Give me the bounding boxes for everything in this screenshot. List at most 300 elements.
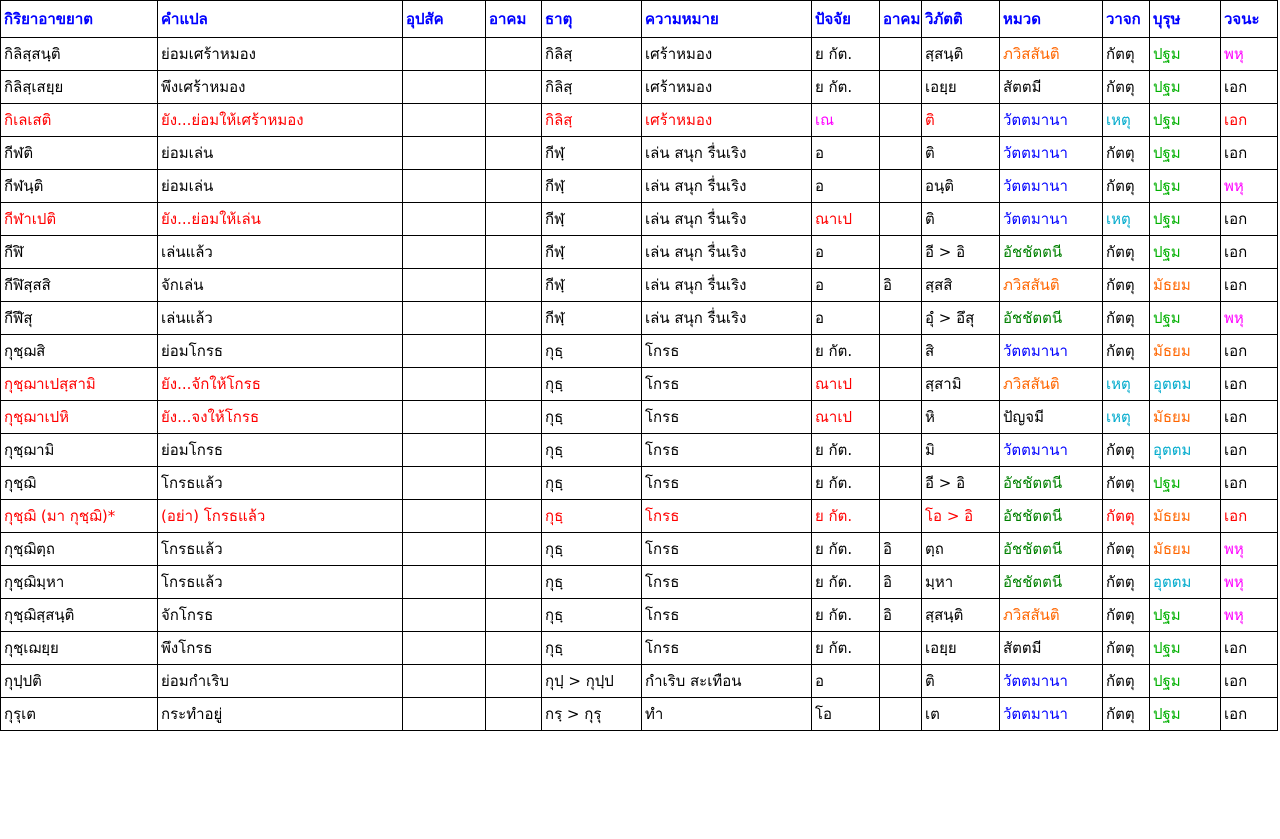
cell-inflection: มฺหา <box>922 566 1000 599</box>
table-row <box>1 467 1278 500</box>
cell-meaning: กำเริบ สะเทือน <box>642 665 812 698</box>
cell-group: วัตตมานา <box>1000 665 1103 698</box>
table-body <box>1 38 1278 731</box>
cell-translation: ย่อมกำเริบ <box>158 665 403 698</box>
cell-augment <box>486 566 542 599</box>
cell-augment <box>486 401 542 434</box>
cell-augment-2 <box>880 665 922 698</box>
cell-voice: กัตตุ <box>1103 599 1150 632</box>
cell-number: เอก <box>1221 368 1278 401</box>
cell-number: พหุ <box>1221 566 1278 599</box>
cell-translation: (อย่า) โกรธแล้ว <box>158 500 403 533</box>
cell-prefix <box>403 566 486 599</box>
cell-augment-2 <box>880 137 922 170</box>
cell-person: มัธยม <box>1150 401 1221 434</box>
cell-suffix: อ <box>812 236 880 269</box>
table-row <box>1 203 1278 236</box>
cell-meaning: โกรธ <box>642 368 812 401</box>
cell-root: กิลิสฺ <box>542 104 642 137</box>
cell-augment-2 <box>880 500 922 533</box>
cell-prefix <box>403 632 486 665</box>
cell-number: เอก <box>1221 137 1278 170</box>
cell-person: มัธยม <box>1150 533 1221 566</box>
cell-number: พหุ <box>1221 38 1278 71</box>
cell-suffix: ย กัต. <box>812 71 880 104</box>
header-inflection: วิภัตติ <box>922 1 1000 38</box>
cell-root: กีฬฺ <box>542 137 642 170</box>
cell-translation: โกรธแล้ว <box>158 533 403 566</box>
cell-translation: จักโกรธ <box>158 599 403 632</box>
cell-number: เอก <box>1221 467 1278 500</box>
table-row <box>1 137 1278 170</box>
cell-translation: ย่อมโกรธ <box>158 434 403 467</box>
cell-prefix <box>403 170 486 203</box>
cell-person: ปฐม <box>1150 302 1221 335</box>
cell-number: พหุ <box>1221 599 1278 632</box>
cell-group: อัชชัตตนี <box>1000 533 1103 566</box>
cell-verb: กีฬติ <box>1 137 158 170</box>
cell-verb: กุชฺฌาเปสฺสามิ <box>1 368 158 401</box>
cell-number: เอก <box>1221 335 1278 368</box>
cell-meaning: โกรธ <box>642 500 812 533</box>
cell-root: กีฬฺ <box>542 203 642 236</box>
cell-meaning: เล่น สนุก รื่นเริง <box>642 236 812 269</box>
cell-group: วัตตมานา <box>1000 434 1103 467</box>
cell-inflection: อุํ > อึสุ <box>922 302 1000 335</box>
cell-meaning: โกรธ <box>642 434 812 467</box>
cell-meaning: เศร้าหมอง <box>642 71 812 104</box>
cell-translation: เล่นแล้ว <box>158 302 403 335</box>
cell-group: อัชชัตตนี <box>1000 302 1103 335</box>
cell-voice: กัตตุ <box>1103 467 1150 500</box>
cell-number: พหุ <box>1221 302 1278 335</box>
cell-number: เอก <box>1221 632 1278 665</box>
cell-meaning: เล่น สนุก รื่นเริง <box>642 269 812 302</box>
cell-translation: กระทำอยู่ <box>158 698 403 731</box>
cell-root: กีฬฺ <box>542 236 642 269</box>
cell-prefix <box>403 665 486 698</box>
cell-translation: พึงโกรธ <box>158 632 403 665</box>
cell-voice: กัตตุ <box>1103 137 1150 170</box>
cell-person: ปฐม <box>1150 137 1221 170</box>
cell-number: เอก <box>1221 71 1278 104</box>
cell-augment-2 <box>880 104 922 137</box>
cell-verb: กิเลเสติ <box>1 104 158 137</box>
cell-group: อัชชัตตนี <box>1000 566 1103 599</box>
cell-meaning: เล่น สนุก รื่นเริง <box>642 302 812 335</box>
cell-meaning: โกรธ <box>642 632 812 665</box>
cell-inflection: ติ <box>922 104 1000 137</box>
table-row <box>1 38 1278 71</box>
header-verb: กิริยาอาขยาต <box>1 1 158 38</box>
cell-verb: กุชฺฌิ <box>1 467 158 500</box>
cell-person: ปฐม <box>1150 467 1221 500</box>
cell-verb: กิลิสฺเสยฺย <box>1 71 158 104</box>
cell-augment <box>486 170 542 203</box>
cell-number: เอก <box>1221 500 1278 533</box>
table-row <box>1 698 1278 731</box>
cell-augment-2 <box>880 236 922 269</box>
cell-augment <box>486 269 542 302</box>
header-translation: คำแปล <box>158 1 403 38</box>
table-row <box>1 236 1278 269</box>
header-voice: วาจก <box>1103 1 1150 38</box>
cell-inflection: ติ <box>922 203 1000 236</box>
cell-number: พหุ <box>1221 533 1278 566</box>
cell-root: กุธฺ <box>542 401 642 434</box>
cell-inflection: สฺสามิ <box>922 368 1000 401</box>
cell-voice: กัตตุ <box>1103 71 1150 104</box>
cell-verb: กุชฺฌิสฺสนฺติ <box>1 599 158 632</box>
header-person: บุรุษ <box>1150 1 1221 38</box>
cell-augment-2: อิ <box>880 599 922 632</box>
cell-root: กิลิสฺ <box>542 38 642 71</box>
cell-person: ปฐม <box>1150 599 1221 632</box>
header-augment-2: อาคม <box>880 1 922 38</box>
cell-group: อัชชัตตนี <box>1000 467 1103 500</box>
cell-person: ปฐม <box>1150 38 1221 71</box>
cell-prefix <box>403 368 486 401</box>
cell-number: เอก <box>1221 269 1278 302</box>
cell-meaning: โกรธ <box>642 335 812 368</box>
cell-inflection: สฺสสิ <box>922 269 1000 302</box>
table-row <box>1 368 1278 401</box>
cell-meaning: เล่น สนุก รื่นเริง <box>642 170 812 203</box>
cell-augment-2 <box>880 335 922 368</box>
cell-translation: จักเล่น <box>158 269 403 302</box>
cell-augment <box>486 203 542 236</box>
cell-augment <box>486 335 542 368</box>
cell-meaning: ทำ <box>642 698 812 731</box>
cell-suffix: ย กัต. <box>812 434 880 467</box>
header-group: หมวด <box>1000 1 1103 38</box>
cell-prefix <box>403 335 486 368</box>
cell-person: ปฐม <box>1150 71 1221 104</box>
cell-voice: กัตตุ <box>1103 665 1150 698</box>
cell-person: ปฐม <box>1150 632 1221 665</box>
cell-number: เอก <box>1221 401 1278 434</box>
cell-augment <box>486 302 542 335</box>
cell-prefix <box>403 71 486 104</box>
cell-meaning: โกรธ <box>642 533 812 566</box>
cell-root: กุธฺ <box>542 599 642 632</box>
cell-translation: ยัง...จงให้โกรธ <box>158 401 403 434</box>
cell-voice: กัตตุ <box>1103 632 1150 665</box>
cell-verb: กุชฺฌิ (มา กุชฺฌิ)* <box>1 500 158 533</box>
cell-suffix: ณาเป <box>812 203 880 236</box>
table-row <box>1 335 1278 368</box>
cell-meaning: เศร้าหมอง <box>642 104 812 137</box>
cell-root: กรฺ > กุรุ <box>542 698 642 731</box>
table-row <box>1 500 1278 533</box>
cell-augment-2 <box>880 170 922 203</box>
cell-prefix <box>403 467 486 500</box>
cell-group: สัตตมี <box>1000 71 1103 104</box>
cell-root: กิลิสฺ <box>542 71 642 104</box>
cell-translation: ย่อมเศร้าหมอง <box>158 38 403 71</box>
cell-translation: โกรธแล้ว <box>158 467 403 500</box>
cell-root: กุธฺ <box>542 533 642 566</box>
table-row <box>1 302 1278 335</box>
cell-voice: กัตตุ <box>1103 38 1150 71</box>
cell-voice: กัตตุ <box>1103 269 1150 302</box>
cell-voice: เหตุ <box>1103 368 1150 401</box>
cell-prefix <box>403 500 486 533</box>
cell-meaning: โกรธ <box>642 401 812 434</box>
cell-verb: กุชฺฌามิ <box>1 434 158 467</box>
table-row <box>1 566 1278 599</box>
cell-meaning: เศร้าหมอง <box>642 38 812 71</box>
cell-root: กีฬฺ <box>542 302 642 335</box>
cell-translation: เล่นแล้ว <box>158 236 403 269</box>
cell-person: ปฐม <box>1150 665 1221 698</box>
cell-person: ปฐม <box>1150 203 1221 236</box>
header-suffix: ปัจจัย <box>812 1 880 38</box>
cell-verb: กุรุเต <box>1 698 158 731</box>
cell-augment <box>486 632 542 665</box>
cell-group: ภวิสสันติ <box>1000 38 1103 71</box>
cell-voice: กัตตุ <box>1103 335 1150 368</box>
cell-suffix: ย กัต. <box>812 335 880 368</box>
table-row <box>1 170 1278 203</box>
cell-inflection: ติ <box>922 665 1000 698</box>
cell-inflection: สฺสนฺติ <box>922 599 1000 632</box>
cell-voice: เหตุ <box>1103 104 1150 137</box>
cell-suffix: โอ <box>812 698 880 731</box>
cell-inflection: ตฺถ <box>922 533 1000 566</box>
cell-prefix <box>403 104 486 137</box>
cell-root: กุธฺ <box>542 335 642 368</box>
cell-augment <box>486 467 542 500</box>
cell-prefix <box>403 434 486 467</box>
cell-person: มัธยม <box>1150 269 1221 302</box>
header-row <box>1 1 1278 38</box>
cell-prefix <box>403 401 486 434</box>
cell-verb: กุชฺฌสิ <box>1 335 158 368</box>
cell-verb: กีฬึสุ <box>1 302 158 335</box>
cell-voice: กัตตุ <box>1103 533 1150 566</box>
cell-verb: กีฬิสฺสสิ <box>1 269 158 302</box>
cell-suffix: ย กัต. <box>812 632 880 665</box>
cell-group: สัตตมี <box>1000 632 1103 665</box>
cell-person: อุตตม <box>1150 566 1221 599</box>
cell-voice: เหตุ <box>1103 401 1150 434</box>
cell-voice: กัตตุ <box>1103 170 1150 203</box>
cell-suffix: ย กัต. <box>812 599 880 632</box>
cell-augment <box>486 368 542 401</box>
cell-inflection: อนฺติ <box>922 170 1000 203</box>
cell-suffix: อ <box>812 269 880 302</box>
cell-augment <box>486 38 542 71</box>
cell-inflection: หิ <box>922 401 1000 434</box>
cell-number: เอก <box>1221 104 1278 137</box>
cell-root: กุธฺ <box>542 368 642 401</box>
cell-person: มัธยม <box>1150 335 1221 368</box>
header-number: วจนะ <box>1221 1 1278 38</box>
cell-root: กุธฺ <box>542 632 642 665</box>
cell-prefix <box>403 698 486 731</box>
table-row <box>1 401 1278 434</box>
cell-augment-2 <box>880 698 922 731</box>
cell-augment <box>486 698 542 731</box>
cell-augment-2 <box>880 434 922 467</box>
cell-translation: ย่อมเล่น <box>158 170 403 203</box>
cell-group: วัตตมานา <box>1000 170 1103 203</box>
cell-number: เอก <box>1221 236 1278 269</box>
cell-verb: กิลิสฺสนฺติ <box>1 38 158 71</box>
cell-prefix <box>403 302 486 335</box>
table-row <box>1 533 1278 566</box>
cell-augment <box>486 500 542 533</box>
table-row <box>1 269 1278 302</box>
cell-suffix: ย กัต. <box>812 500 880 533</box>
cell-translation: ย่อมโกรธ <box>158 335 403 368</box>
cell-translation: ย่อมเล่น <box>158 137 403 170</box>
cell-augment-2 <box>880 71 922 104</box>
cell-augment-2 <box>880 38 922 71</box>
cell-group: อัชชัตตนี <box>1000 500 1103 533</box>
cell-augment <box>486 137 542 170</box>
cell-augment-2 <box>880 467 922 500</box>
cell-suffix: ณาเป <box>812 401 880 434</box>
table-row <box>1 665 1278 698</box>
cell-voice: กัตตุ <box>1103 500 1150 533</box>
cell-prefix <box>403 203 486 236</box>
cell-prefix <box>403 269 486 302</box>
header-augment: อาคม <box>486 1 542 38</box>
cell-group: วัตตมานา <box>1000 203 1103 236</box>
cell-prefix <box>403 38 486 71</box>
cell-verb: กีฬาเปติ <box>1 203 158 236</box>
cell-translation: ยัง...จักให้โกรธ <box>158 368 403 401</box>
cell-group: ภวิสสันติ <box>1000 269 1103 302</box>
cell-suffix: อ <box>812 302 880 335</box>
header-prefix: อุปสัค <box>403 1 486 38</box>
cell-voice: กัตตุ <box>1103 698 1150 731</box>
cell-suffix: ย กัต. <box>812 38 880 71</box>
cell-inflection: เต <box>922 698 1000 731</box>
cell-prefix <box>403 599 486 632</box>
cell-augment-2: อิ <box>880 269 922 302</box>
cell-augment <box>486 665 542 698</box>
cell-group: วัตตมานา <box>1000 335 1103 368</box>
cell-root: กุธฺ <box>542 434 642 467</box>
cell-group: วัตตมานา <box>1000 104 1103 137</box>
cell-group: ภวิสสันติ <box>1000 368 1103 401</box>
cell-augment <box>486 599 542 632</box>
cell-inflection: โอ > อิ <box>922 500 1000 533</box>
cell-group: ภวิสสันติ <box>1000 599 1103 632</box>
cell-root: กุธฺ <box>542 566 642 599</box>
cell-augment <box>486 434 542 467</box>
cell-root: กุธฺ <box>542 467 642 500</box>
cell-number: เอก <box>1221 434 1278 467</box>
cell-suffix: ย กัต. <box>812 467 880 500</box>
header-meaning: ความหมาย <box>642 1 812 38</box>
cell-augment-2: อิ <box>880 533 922 566</box>
cell-group: อัชชัตตนี <box>1000 236 1103 269</box>
cell-inflection: ติ <box>922 137 1000 170</box>
cell-augment <box>486 71 542 104</box>
cell-voice: กัตตุ <box>1103 434 1150 467</box>
cell-translation: ยัง...ย่อมให้เล่น <box>158 203 403 236</box>
cell-root: กีฬฺ <box>542 170 642 203</box>
table-row <box>1 632 1278 665</box>
cell-person: ปฐม <box>1150 104 1221 137</box>
cell-augment <box>486 104 542 137</box>
cell-suffix: ย กัต. <box>812 533 880 566</box>
cell-verb: กุปฺปติ <box>1 665 158 698</box>
cell-inflection: มิ <box>922 434 1000 467</box>
cell-suffix: อ <box>812 665 880 698</box>
cell-prefix <box>403 533 486 566</box>
cell-person: อุตตม <box>1150 434 1221 467</box>
cell-augment <box>486 533 542 566</box>
table-row <box>1 599 1278 632</box>
cell-voice: กัตตุ <box>1103 302 1150 335</box>
cell-verb: กุชฺฌิมฺหา <box>1 566 158 599</box>
cell-suffix: เณ <box>812 104 880 137</box>
cell-number: เอก <box>1221 203 1278 236</box>
cell-voice: เหตุ <box>1103 203 1150 236</box>
cell-root: กุธฺ <box>542 500 642 533</box>
cell-inflection: เอยฺย <box>922 632 1000 665</box>
cell-verb: กุชฺเฌยฺย <box>1 632 158 665</box>
cell-augment <box>486 236 542 269</box>
cell-verb: กุชฺฌาเปหิ <box>1 401 158 434</box>
cell-group: ปัญจมี <box>1000 401 1103 434</box>
cell-augment-2: อิ <box>880 566 922 599</box>
cell-meaning: โกรธ <box>642 566 812 599</box>
cell-augment-2 <box>880 302 922 335</box>
cell-person: ปฐม <box>1150 236 1221 269</box>
cell-inflection: อี > อิ <box>922 467 1000 500</box>
table-header <box>1 1 1278 38</box>
cell-group: วัตตมานา <box>1000 137 1103 170</box>
cell-suffix: ณาเป <box>812 368 880 401</box>
cell-number: พหุ <box>1221 170 1278 203</box>
cell-person: มัธยม <box>1150 500 1221 533</box>
cell-suffix: อ <box>812 170 880 203</box>
cell-augment-2 <box>880 632 922 665</box>
cell-augment-2 <box>880 368 922 401</box>
cell-verb: กุชฺฌิตฺถ <box>1 533 158 566</box>
cell-suffix: ย กัต. <box>812 566 880 599</box>
cell-person: ปฐม <box>1150 170 1221 203</box>
cell-voice: กัตตุ <box>1103 236 1150 269</box>
cell-number: เอก <box>1221 698 1278 731</box>
cell-augment-2 <box>880 401 922 434</box>
cell-verb: กีฬิ <box>1 236 158 269</box>
cell-number: เอก <box>1221 665 1278 698</box>
cell-suffix: อ <box>812 137 880 170</box>
cell-inflection: สิ <box>922 335 1000 368</box>
cell-inflection: อี > อิ <box>922 236 1000 269</box>
cell-meaning: เล่น สนุก รื่นเริง <box>642 137 812 170</box>
cell-verb: กีฬนฺติ <box>1 170 158 203</box>
header-root: ธาตุ <box>542 1 642 38</box>
cell-translation: โกรธแล้ว <box>158 566 403 599</box>
cell-meaning: เล่น สนุก รื่นเริง <box>642 203 812 236</box>
table-row <box>1 71 1278 104</box>
cell-meaning: โกรธ <box>642 467 812 500</box>
cell-translation: พึงเศร้าหมอง <box>158 71 403 104</box>
table-row <box>1 434 1278 467</box>
cell-inflection: เอยฺย <box>922 71 1000 104</box>
cell-inflection: สฺสนฺติ <box>922 38 1000 71</box>
cell-prefix <box>403 236 486 269</box>
cell-prefix <box>403 137 486 170</box>
